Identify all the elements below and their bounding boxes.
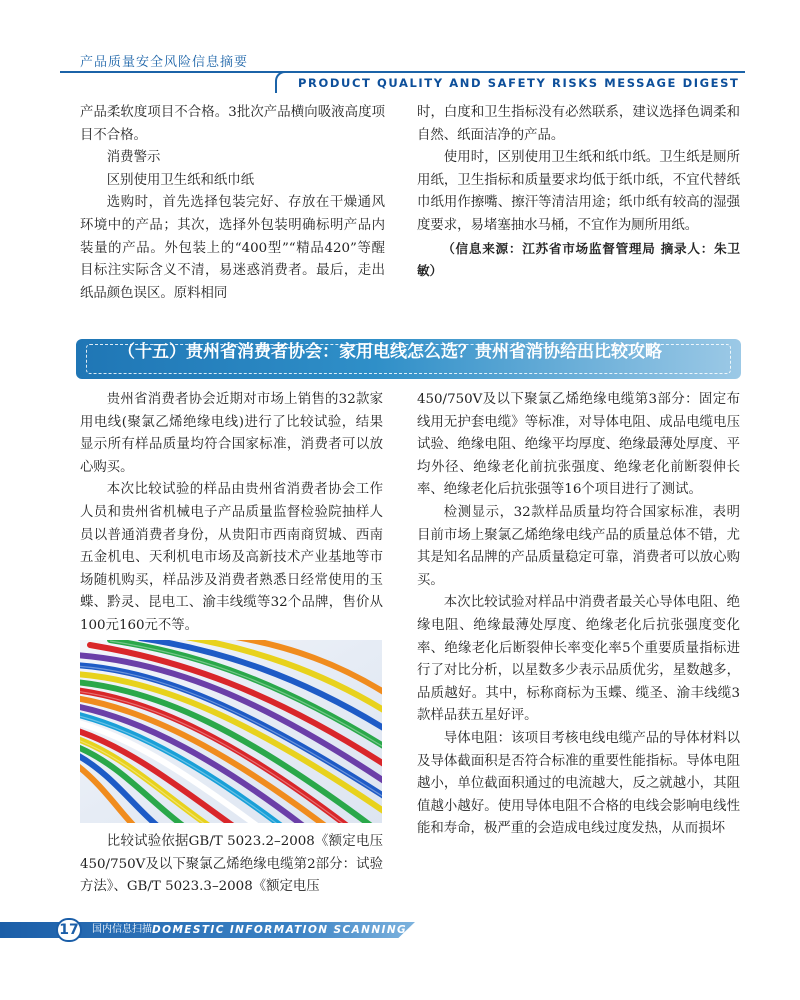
paragraph: 贵州省消费者协会近期对市场上销售的32款家用电线(聚氯乙烯绝缘电线)进行了比较试验，结果显示所有样品质量均符合国家标准，消费者可以放心购买。 [80,392,383,475]
header-title-en: PRODUCT QUALITY AND SAFETY RISKS MESSAGE DIGEST [298,76,740,90]
source-note: （信息来源：江苏省市场监督管理局 摘录人：朱卫敏） [417,240,740,279]
paragraph: 比较试验依据GB/T 5023.2–2008《额定电压450/750V及以下聚氯乙烯绝缘电缆第2部分：试验方法》、GB/T 5023.3–2008《额定电压 [80,834,383,895]
subheading-distinguish-paper: 区别使用卫生纸和纸巾纸 [106,172,255,188]
top-left-column [80,102,385,305]
paragraph: 450/750V及以下聚氯乙烯绝缘电缆第3部分：固定布线用无护套电缆》等标准，对导体电阻、成品电缆电压试验、绝缘电阻、绝缘平均厚度、绝缘最薄处厚度、平均外径、绝缘老化前抗张强度、绝缘老化前断裂伸长率、绝缘老化后抗张强等16个项目进行了测试。 [417,392,740,498]
paragraph: 使用时，区别使用卫生纸和纸巾纸。卫生纸是厕所用纸，卫生指标和质量要求均低于纸巾纸，不宜代替纸巾纸用作擦嘴、擦汗等清洁用途；纸巾纸有较高的湿强度要求，易堵塞抽水马桶，不宜作为厕所用纸。 [417,150,740,233]
section-title: （十五）贵州省消费者协会：家用电线怎么选？贵州省消协给出比较攻略 [118,342,662,362]
paragraph: 导体电阻：该项目考核电线电缆产品的导体材料以及导体截面积是否符合标准的重要性能指标。导体电阻越小，单位截面积通过的电流越大，反之就越小，其阻值越小越好。使用导体电阻不合格的电线会影响电线性能和寿命，极严重的会造成电线过度发热，从而损坏 [417,730,740,837]
electric-wires-photo [80,640,382,823]
top-right-column [417,102,740,283]
bottom-left-column [80,389,383,638]
paragraph: 检测显示，32款样品质量均符合国家标准，表明目前市场上聚氯乙烯绝缘电线产品的质量总体不错，尤其是知名品牌的产品质量稳定可靠，消费者可以放心购买。 [417,504,740,588]
footer-label-cn: 国内信息扫描 [92,924,152,935]
paragraph: 时，白度和卫生指标没有必然联系，建议选择色调柔和自然、纸面洁净的产品。 [417,105,740,143]
paragraph: 选购时，首先选择包装完好、存放在干燥通风环境中的产品；其次，选择外包装明确标明产品内装量的产品。外包装上的“400型”“精品420”等醒目标注实际含义不清，易迷惑消费者。最后，走出纸品颜色误区。原料相同 [80,195,385,301]
bottom-right-column [417,389,740,841]
page-number: 17 [56,918,82,942]
paragraph: 本次比较试验的样品由贵州省消费者协会工作人员和贵州省机械电子产品质量监督检验院抽样人员以普通消费者身份，从贵阳市西南商贸城、西南五金机电、天利机电市场及高新技术产业基地等市场随机购买，样品涉及消费者熟悉日经常使用的玉蝶、黔灵、昆电工、渝丰线缆等32个品牌，售价从100元160元不等。 [80,482,383,633]
paragraph: 产品柔软度项目不合格。3批次产品横向吸液高度项目不合格。 [80,105,385,143]
footer-label-en: DOMESTIC INFORMATION SCANNING [152,924,408,936]
subheading-consumer-warning: 消费警示 [106,150,161,166]
paragraph: 本次比较试验对样品中消费者最关心导体电阻、绝缘电阻、绝缘最薄处厚度、绝缘老化后抗张强度变化率、绝缘老化后断裂伸长率变化率5个重要质量指标进行了对比分析，以星数多少表示品质优劣，星数越多，品质越好。其中，标称商标为玉蝶、缆圣、渝丰线缆3款样品获五星好评。 [417,595,740,724]
header-title-cn: 产品质量安全风险信息摘要 [80,55,249,70]
caption-paragraph [80,831,383,899]
